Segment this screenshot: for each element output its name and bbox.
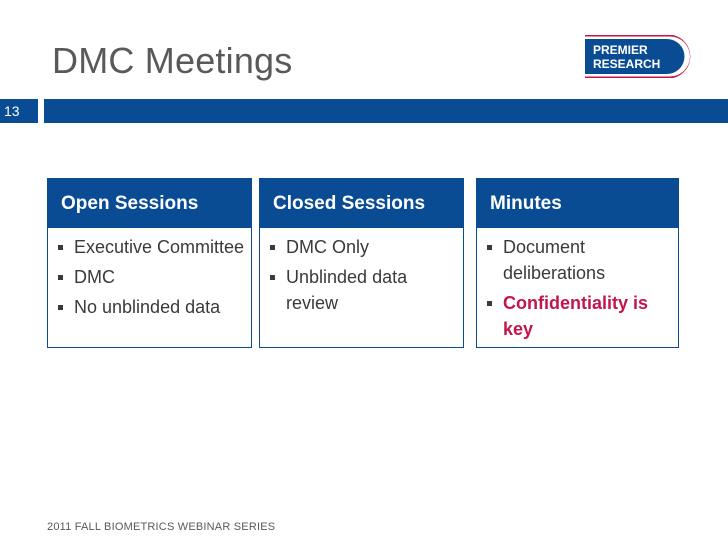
bullet-list [260,228,463,316]
bullet-text: DMC [74,267,115,287]
bullet-list [477,228,678,342]
bullet-item-emphasis [485,290,674,342]
slide-number: 13 [0,99,38,123]
bullet-item [56,264,247,290]
bullet-text: Executive Committee [74,237,245,257]
slide-footer: 2011 FALL BIOMETRICS WEBINAR SERIES [47,521,276,533]
slide-title: DMC Meetings [52,40,293,81]
bullet-item [485,234,674,286]
column-header: Open Sessions [48,178,251,228]
bullet-text: Confidentiality is key [503,293,649,339]
column-minutes [476,178,679,348]
logo-line2: RESEARCH [593,57,661,71]
bullet-item [268,234,459,260]
bullet-item [268,264,459,316]
square-bullet-icon [487,245,492,250]
bullet-item [56,234,247,260]
square-bullet-icon [270,275,275,280]
bullet-text: Document deliberations [503,237,606,283]
square-bullet-icon [58,245,63,250]
square-bullet-icon [270,245,275,250]
square-bullet-icon [487,301,492,306]
column-open-sessions [47,178,252,348]
column-closed-sessions [259,178,464,348]
column-header: Minutes [477,178,678,228]
square-bullet-icon [58,275,63,280]
bullet-list [48,228,251,320]
square-bullet-icon [58,305,63,310]
title-accent-bar [44,99,728,123]
logo-line1: PREMIER [593,43,648,57]
bullet-text: No unblinded data [74,297,221,317]
bullet-item [56,294,247,320]
premier-research-logo [579,34,692,79]
bullet-text: DMC Only [286,237,370,257]
column-header: Closed Sessions [260,178,463,228]
bullet-text: Unblinded data review [286,267,408,313]
